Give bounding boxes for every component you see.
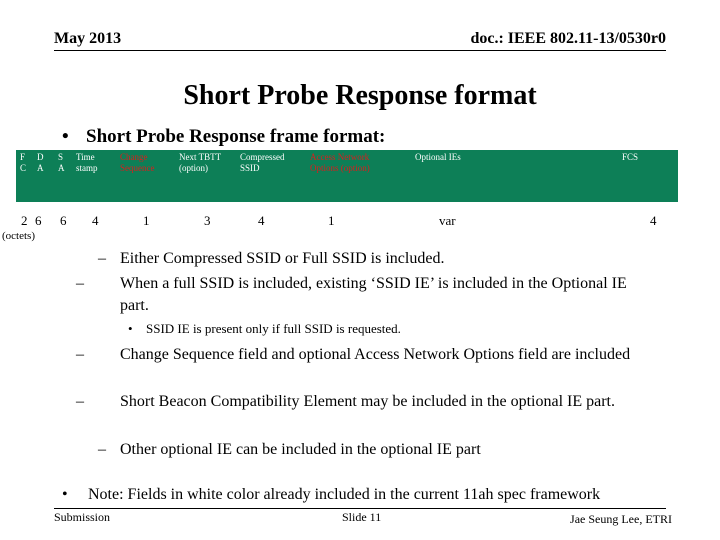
size-optional-ies: var <box>439 213 456 228</box>
subsub-bullet-ssid-ie <box>128 321 401 337</box>
note-text: Note: Fields in white color already included in the current 11ah spec framework <box>88 486 601 503</box>
dash-icon: – <box>98 441 106 458</box>
octets-label: (octets) <box>2 230 35 242</box>
sub-bullet-ssid-choice <box>98 248 658 270</box>
footer-slide-number: Slide 11 <box>342 510 382 524</box>
size-fcs: 4 <box>650 213 657 228</box>
size-da: 6 <box>35 213 42 228</box>
field-compressed-ssid: Compressed SSID <box>240 152 285 173</box>
field-access-network-options: Access Network Options (option) <box>310 152 370 173</box>
field-da: D A <box>37 152 44 173</box>
size-sa: 6 <box>60 213 67 228</box>
size-compressed-ssid: 4 <box>258 213 265 228</box>
dash-icon: – <box>76 275 84 292</box>
footer-submission: Submission <box>54 510 111 524</box>
dash-icon: – <box>76 393 84 410</box>
field-next-tbtt: Next TBTT (option) <box>179 152 221 173</box>
size-access-network-options: 1 <box>328 213 335 228</box>
sub-bullet-full-ssid <box>76 273 650 317</box>
bullet-frame-format <box>62 126 385 148</box>
sub-bullet-other-ie <box>98 439 658 461</box>
footer-author: Jae Seung Lee, ETRI <box>570 512 672 526</box>
subsub-bullet-text: SSID IE is present only if full SSID is requested. <box>146 321 401 336</box>
bullet-dot-icon: • <box>62 486 68 503</box>
sub-bullet-text: Other optional IE can be included in the optional IE part <box>120 441 481 458</box>
dash-icon: – <box>76 346 84 363</box>
bullet-note <box>62 486 600 504</box>
sub-bullet-text: Either Compressed SSID or Full SSID is included. <box>120 250 445 267</box>
field-optional-ies: Optional IEs <box>415 152 461 162</box>
field-change-sequence: Change Sequence <box>120 152 155 173</box>
header-rule <box>54 50 666 51</box>
header-doc-id: doc.: IEEE 802.11-13/0530r0 <box>470 30 666 47</box>
sub-bullet-text: Short Beacon Compatibility Element may be included in the optional IE part. <box>120 393 615 410</box>
field-timestamp: Time stamp <box>76 152 98 173</box>
footer-rule <box>54 508 666 509</box>
field-fcs: FCS <box>622 152 639 162</box>
field-fc: F C <box>20 152 27 173</box>
bullet-dot-icon: • <box>128 321 133 336</box>
slide-title: Short Probe Response format <box>183 80 537 111</box>
header-date: May 2013 <box>54 30 122 47</box>
sub-bullet-change-sequence <box>76 344 680 366</box>
field-sa: S A <box>58 152 65 173</box>
sub-bullet-short-beacon <box>76 391 680 413</box>
size-next-tbtt: 3 <box>204 213 211 228</box>
size-fc: 2 <box>21 213 28 228</box>
size-change-sequence: 1 <box>143 213 150 228</box>
bullet-frame-format-text: Short Probe Response frame format: <box>86 126 386 147</box>
sub-bullet-text: When a full SSID is included, existing ‘SSID IE’ is included in the Optional IE part. <box>120 275 627 314</box>
size-timestamp: 4 <box>92 213 99 228</box>
dash-icon: – <box>98 250 106 267</box>
sub-bullet-text: Change Sequence field and optional Access Network Options field are included <box>120 346 631 363</box>
bullet-dot-icon: • <box>62 126 69 147</box>
